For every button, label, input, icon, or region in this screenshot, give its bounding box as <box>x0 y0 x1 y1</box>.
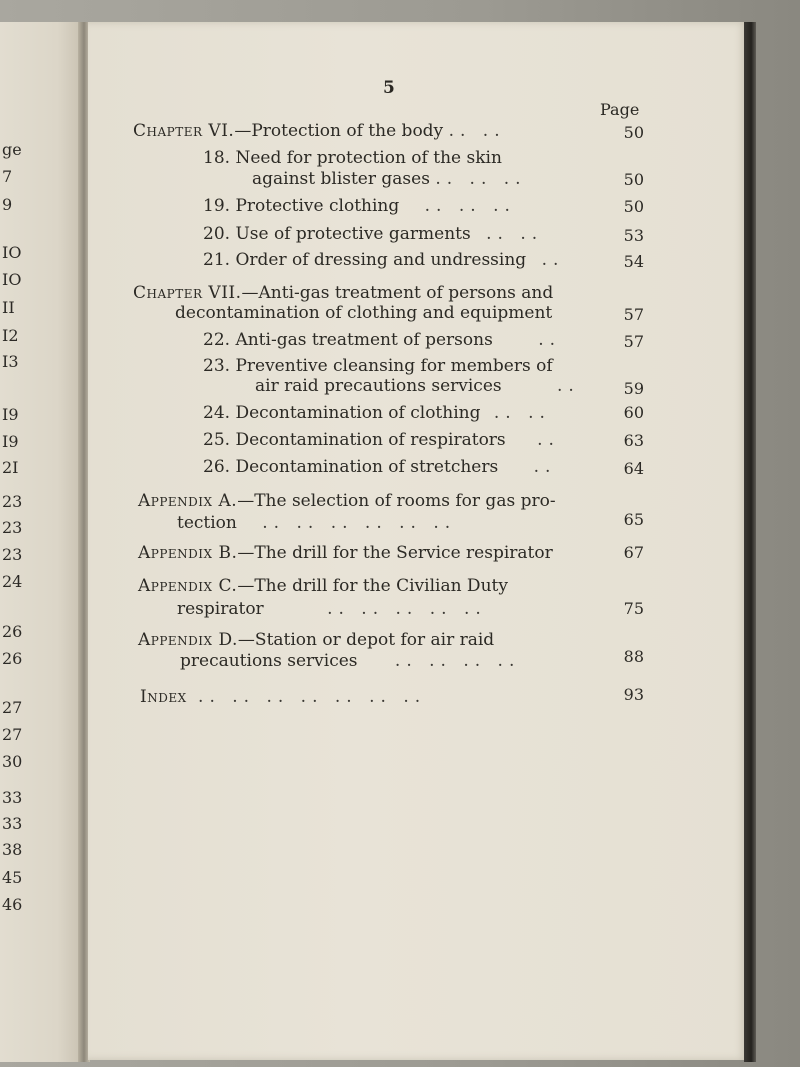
toc-chapter-7-line2: decontamination of clothing and equipment <box>175 303 553 323</box>
toc-page: 57 <box>623 332 644 351</box>
left-number: ge <box>2 140 22 159</box>
page-column-header: Page <box>600 100 640 119</box>
toc-page: 67 <box>623 543 644 562</box>
left-number: 9 <box>2 195 13 214</box>
toc-page: 65 <box>623 510 644 529</box>
left-number: 27 <box>2 725 23 744</box>
toc-section-23-line2: air raid precautions services .. <box>255 376 580 396</box>
left-number: IO <box>2 270 22 289</box>
left-number: II <box>2 298 15 317</box>
toc-section-26: 26. Decontamination of stretchers .. <box>203 457 557 477</box>
left-number: 33 <box>2 788 23 807</box>
toc-section-22: 22. Anti-gas treatment of persons .. <box>203 330 562 350</box>
left-number: I3 <box>2 352 19 371</box>
toc-page: 93 <box>623 685 644 704</box>
left-number: I9 <box>2 405 19 424</box>
left-number: 27 <box>2 698 23 717</box>
toc-page: 54 <box>623 252 644 271</box>
toc-section-20: 20. Use of protective garments .. .. <box>203 224 544 244</box>
toc-appendix-c-line2: respirator .. .. .. .. .. <box>177 599 487 619</box>
toc-appendix-a-line2: tection .. .. .. .. .. .. <box>177 513 457 533</box>
left-number: 33 <box>2 814 23 833</box>
toc-section-24: 24. Decontamination of clothing .. .. <box>203 403 551 423</box>
left-number: 26 <box>2 649 23 668</box>
left-number: 7 <box>2 167 13 186</box>
toc-page: 59 <box>623 379 644 398</box>
toc-page: 50 <box>623 197 644 216</box>
left-number: IO <box>2 243 22 262</box>
left-number: 26 <box>2 622 23 641</box>
toc-appendix-c: Appendix C.—The drill for the Civilian Duty <box>138 576 508 596</box>
toc-section-19: 19. Protective clothing .. .. .. <box>203 196 516 216</box>
left-number: 38 <box>2 840 23 859</box>
page-number: 5 <box>383 78 395 98</box>
left-number: I2 <box>2 326 19 345</box>
toc-page: 60 <box>623 403 644 422</box>
toc-page: 50 <box>623 170 644 189</box>
toc-appendix-d: Appendix D.—Station or depot for air raid <box>138 630 495 650</box>
toc-page: 57 <box>623 305 644 324</box>
toc-index: Index .. .. .. .. .. .. .. <box>140 687 427 707</box>
toc-section-23: 23. Preventive cleansing for members of <box>203 356 553 376</box>
left-number: 45 <box>2 868 23 887</box>
left-number: 30 <box>2 752 23 771</box>
toc-page: 88 <box>623 647 644 666</box>
toc-section-18-line2: against blister gases .. .. .. <box>252 169 527 189</box>
left-number: 23 <box>2 545 23 564</box>
toc-page: 75 <box>623 599 644 618</box>
toc-page: 53 <box>623 226 644 245</box>
toc-chapter-6: Chapter VI.—Protection of the body .. .. <box>133 121 506 141</box>
left-number: 24 <box>2 572 23 591</box>
toc-page: 63 <box>623 431 644 450</box>
toc-page: 64 <box>623 459 644 478</box>
toc-section-21: 21. Order of dressing and undressing .. <box>203 250 565 270</box>
left-number: 23 <box>2 518 23 537</box>
left-number: I9 <box>2 432 19 451</box>
toc-section-25: 25. Decontamination of respirators .. <box>203 430 560 450</box>
toc-appendix-a: Appendix A.—The selection of rooms for gas pro- <box>138 491 556 511</box>
toc-section-18: 18. Need for protection of the skin <box>203 148 502 168</box>
toc-chapter-7: Chapter VII.—Anti-gas treatment of persons and <box>133 283 554 303</box>
left-number: 46 <box>2 895 23 914</box>
toc-appendix-d-line2: precautions services .. .. .. .. <box>180 651 521 671</box>
toc-appendix-b: Appendix B.—The drill for the Service respirator <box>138 543 553 563</box>
left-number: 23 <box>2 492 23 511</box>
left-number: 2I <box>2 458 19 477</box>
toc-page: 50 <box>623 123 644 142</box>
